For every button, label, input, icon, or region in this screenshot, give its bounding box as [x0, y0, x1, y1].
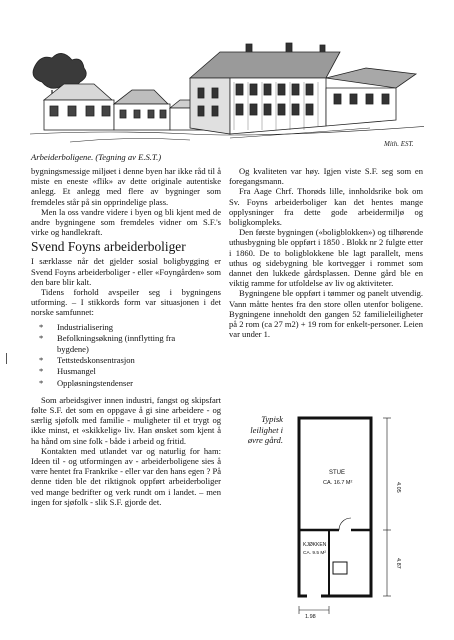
floor-plan-caption: Typisk leilighet i øvre gård. [247, 414, 283, 445]
paragraph: Som arbeidsgiver innen industri, fangst og skipsfart følte S.F. det som en oppgave å gi sine arbeidere - og særlig sjøfolk med familie - muligheter til et trygt og ikke minst, et «skikkelig» liv. Han ønsket som kjent å ha hånd om sine folk - både i arbeid og fritid. [31, 394, 221, 446]
bullet-star-icon: * [39, 366, 44, 377]
paragraph: bygningsmessige miljøet i denne byen har ikke råd til å miste en eneste «flik» av dette originale autentiske anlegg. Et anlegg med flere av bygninger som fremdeles står på sin opprindelige plass. [31, 166, 221, 207]
paragraph: Men la oss vandre videre i byen og bli kjent med de andre bygningene som fremdeles vidner om S.F.'s virke og handlekraft. [31, 206, 221, 238]
list-item: * Tettstedskonsentrasjon [39, 355, 135, 366]
list-item: * Husmangel [39, 366, 96, 377]
floor-plan-drawing [285, 412, 420, 620]
sketch-signature: Mith. EST. [384, 140, 414, 148]
dimension-label: 1.98 [305, 614, 316, 620]
left-column [31, 166, 221, 507]
building-sketch-illustration [30, 38, 424, 150]
list-item: bygdene) [57, 344, 89, 355]
section-heading: Svend Foyns arbeiderboliger [31, 239, 186, 255]
bullet-star-icon: * [39, 377, 44, 388]
dimension-label: 4.05 [395, 482, 401, 493]
list-item: * Befolkningsøkning (innflytting fra [39, 332, 176, 343]
room-area: CA. 16.7 M² [323, 480, 353, 486]
list-item: * Oppløsningstendenser [39, 377, 133, 388]
paragraph: Tidens forhold avspeiler seg i bygningens utforming. – I stikkords form var situasjonen i det norske samfunnet: [31, 287, 221, 318]
list-item: * Industrialisering [39, 321, 114, 332]
right-column [229, 166, 423, 339]
bullet-star-icon: * [39, 355, 44, 366]
room-label: STUE [329, 470, 346, 476]
room-label: KJØKKEN [303, 542, 327, 548]
margin-mark [6, 353, 7, 364]
bullet-star-icon: * [39, 332, 44, 343]
paragraph: Den første bygningen («boligblokken») og tilhørende uthusbygning ble oppført i 1850 . Blokk nr 2 fulgte etter i 1860. De to boligblokkene ble lagt parallelt, mens uthus og sidebygning ble kortvegger i rommet som dannet den lukkede gårdsplassen. Denne gård ble en viktig ramme for utfoldelse av liv og aktiviteter. [229, 227, 423, 289]
figure-caption: Arbeiderboligene. (Tegning av E.S.T.) [31, 152, 162, 162]
dimension-label: 4.87 [395, 558, 401, 569]
bullet-star-icon: * [39, 321, 44, 332]
paragraph: I særklasse når det gjelder sosial boligbygging er Svend Foyns arbeiderboliger - eller «Foyngården» som den bare blir kalt. [31, 256, 221, 287]
paragraph: Og kvaliteten var høy. Igjen viste S.F. seg som en foregangsmann. [229, 166, 423, 187]
factor-list [31, 322, 221, 389]
paragraph: Bygningene ble oppført i tømmer og panelt utvendig. Vann måtte hentes fra den store ollen utenfor boligene. Bygningene inneholdt den gangen 52 familieleiligheter på 2 rom (ca 27 m2) + 19 rom for enkelt-personer. Leien var under 1. [229, 288, 423, 340]
paragraph: Fra Aage Chrf. Thorøds lille, innholdsrike bok om Sv. Foyns arbeiderboliger kan det hentes mange opplysninger fra dette gode arbeidermiljø og boligkompleks. [229, 186, 423, 228]
room-area: CA. 9.5 M² [303, 551, 326, 556]
paragraph: Kontakten med utlandet var og naturlig for ham: Ideen til - og utformingen av - arbeiderboligene sies å være hentet fra Frankrike - eller var den hans egen ? På denne tiden ble det riktignok oppført arbeiderboliger ved mange bedrifter og verk rundt om i landet. – men ingen for sjøfolk - slik S.F. gjorde det. [31, 445, 221, 507]
